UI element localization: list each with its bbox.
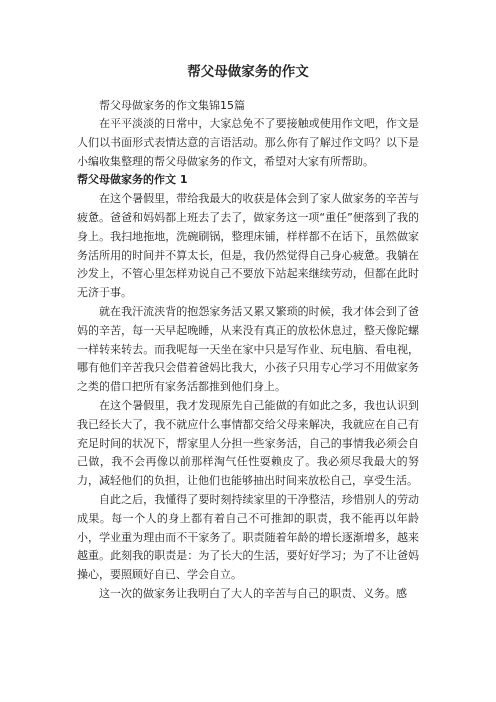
body-paragraph-5: 这一次的做家务让我明白了大人的辛苦与自己的职责、义务。感 bbox=[99, 586, 407, 600]
document-title: 帮父母做家务的作文 bbox=[187, 64, 309, 80]
body-paragraph-2: 就在我汗流浃背的抱怨家务活又累又繁琐的时候，我才体会到了爸妈的辛苦，每一天早起晚睡，从来没有真正的放松休息过，整天像陀螺一样转来转去。而我呢每一天坐在家中只是写作业、玩电脑、看电视，哪有他们辛苦我只会借着爸妈比我大，小孩子只用专心学习不用做家务之类的借口把所有家务活都推到他们身上。 bbox=[77, 304, 419, 394]
body-paragraph-4: 自此之后，我懂得了要时刻持续家里的干净整洁，珍惜别人的劳动成果。每一个人的身上都有着自己不可推卸的职责，我不能再以年龄小，学业重为理由而不干家务了。职责随着年龄的增长逐渐增多，越来越重。此刻我的职责是：为了长大的生活，要好好学习；为了不让爸妈操心，要照顾好自已、学会自立。 bbox=[77, 492, 419, 582]
body-paragraph-3: 在这个暑假里，我才发现原先自己能做的有如此之多，我也认识到我已经长大了，我不就应什么事情都交给父母来解决，我就应在自己有充足时间的状况下，帮家里人分担一些家务活，自己的事情我必须会自己做，我不会再像以前那样淘气任性耍赖皮了。我必须尽我最大的努力，减轻他们的负担，让他们也能够抽出时间来放松自己，享受生活。 bbox=[77, 398, 419, 488]
collection-title: 帮父母做家务的作文集锦15篇 bbox=[99, 99, 245, 112]
intro-paragraph: 在平平淡淡的日常中，大家总免不了要接触或使用作文吧，作文是人们以书面形式表情达意的言语活动。那么你有了解过作文吗？以下是小编收集整理的帮父母做家务的作文，希望对大家有所帮助。 bbox=[77, 117, 419, 168]
section-heading: 帮父母做家务的作文 1 bbox=[77, 173, 188, 187]
body-paragraph-1: 在这个暑假里，带给我最大的收获是体会到了家人做家务的辛苦与疲惫。爸爸和妈妈都上班去了去了，做家务这一项“重任”便落到了我的身上。我扫地拖地，洗碗刷锅，整理床铺，样样都不在话下，虽然做家务活所用的时间并不算太长，但是，我仍然觉得自己身心疲惫。我躺在沙发上，不管心里怎样劝说自己不要放下站起来继续劳动，但都在此时无济于事。 bbox=[77, 192, 419, 300]
